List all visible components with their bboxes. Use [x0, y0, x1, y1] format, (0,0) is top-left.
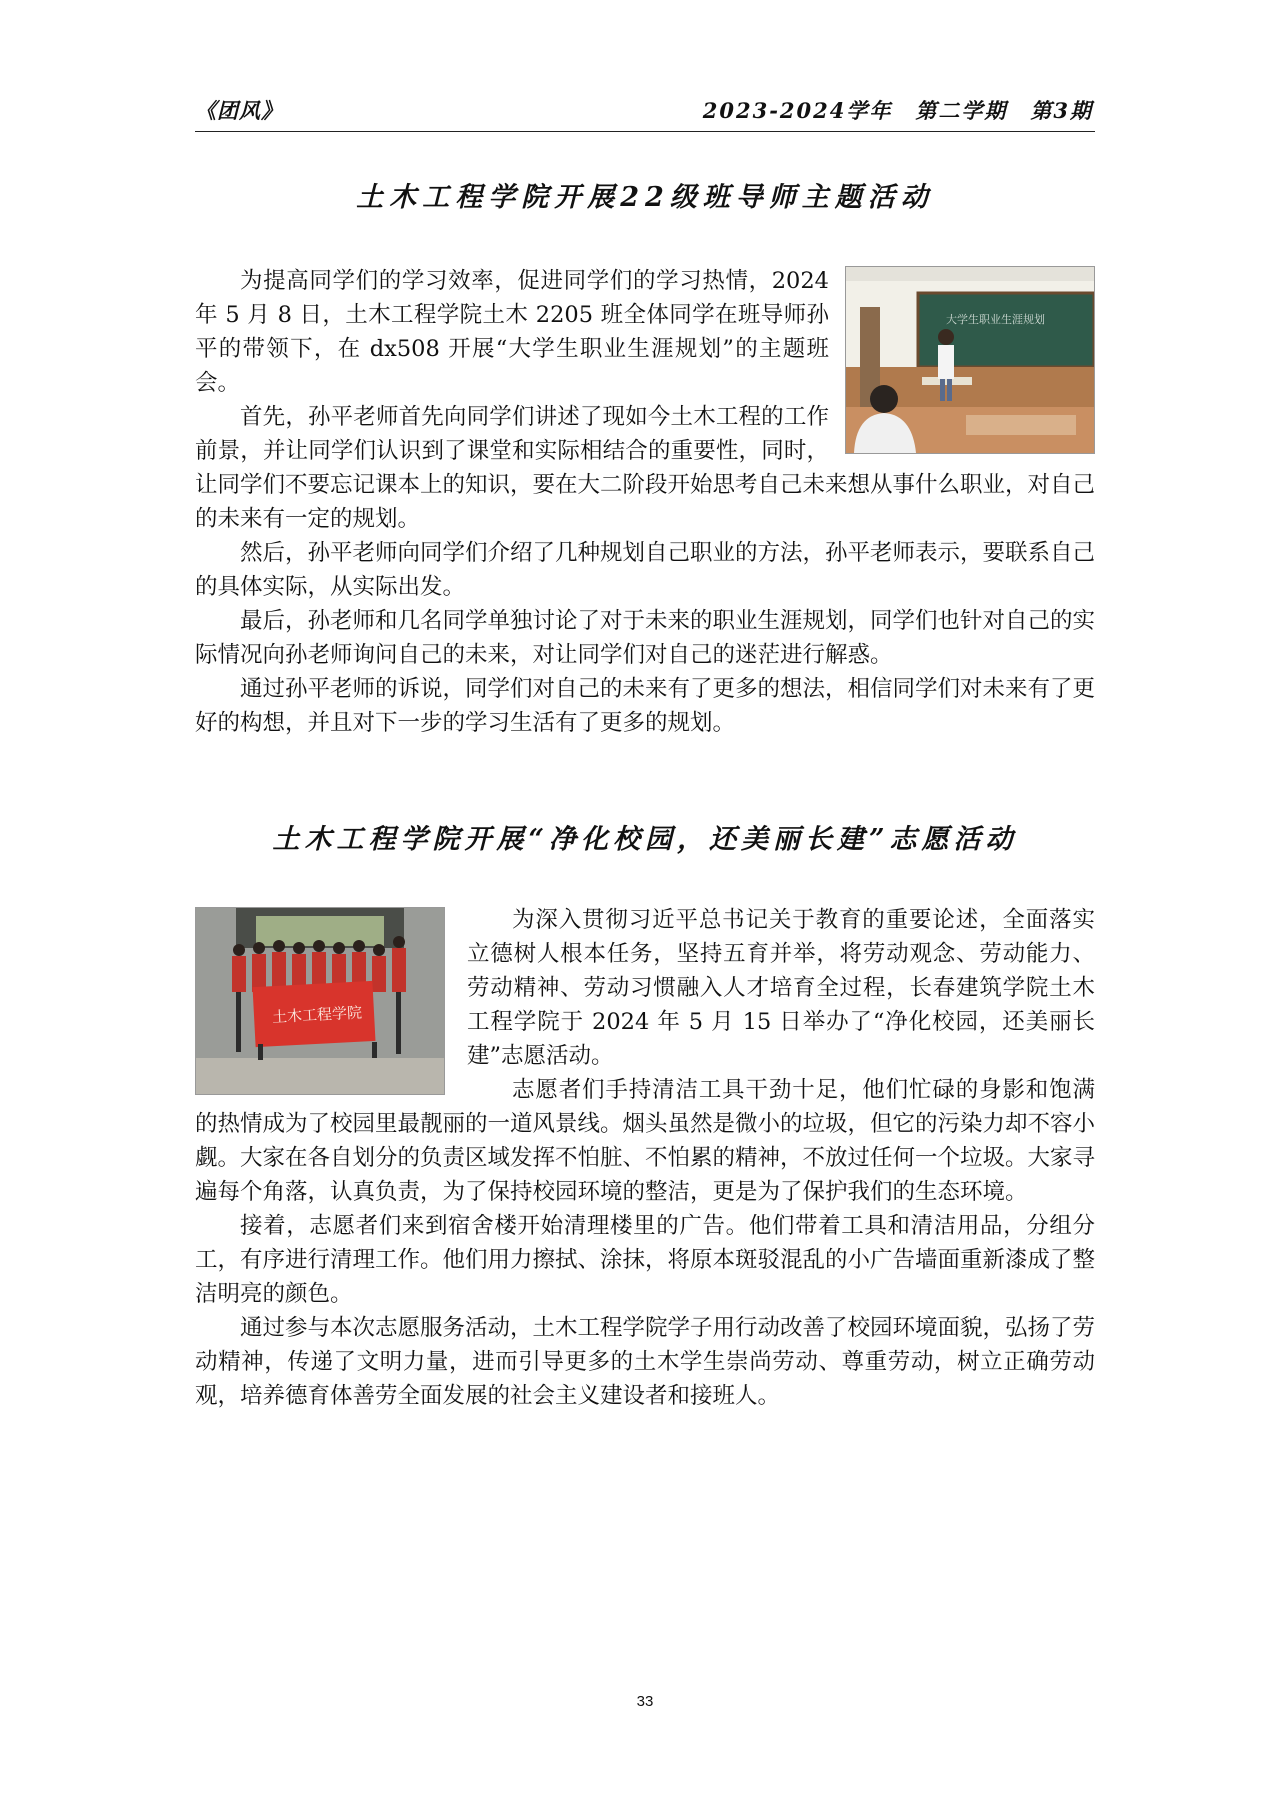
article2-paragraph-3: 接着，志愿者们来到宿舍楼开始清理楼里的广告。他们带着工具和清洁用品，分组分工，有序进行清理工作。他们用力擦拭、涂抹，将原本斑驳混乱的小广告墙面重新漆成了整洁明亮的颜色。: [195, 1213, 1096, 1307]
article2-body: [195, 903, 1095, 1413]
article1-paragraph-2: 首先，孙平老师首先向同学们讲述了现如今土木工程的工作前景，并让同学们认识到了课堂和实际相结合的重要性，同时，让同学们不要忘记课本上的知识，要在大二阶段开始思考自己未来想从事什么职业，对自己的未来有一定的规划。: [195, 404, 1096, 532]
chalkboard-text: 大学生职业生涯规划: [946, 313, 1045, 326]
volunteer-group-photo: [195, 907, 445, 1095]
page-number: 33: [636, 1693, 654, 1710]
classroom-photo: [845, 266, 1095, 454]
article2-paragraph-2: 志愿者们手持清洁工具干劲十足，他们忙碌的身影和饱满的热情成为了校园里最靓丽的一道风景线。烟头虽然是微小的垃圾，但它的污染力却不容小觑。大家在各自划分的负责区域发挥不怕脏、不怕累的精神，不放过任何一个垃圾。大家寻遍每个角落，认真负责，为了保持校园环境的整洁，更是为了保护我们的生态环境。: [195, 1077, 1096, 1205]
article1-title: 土木工程学院开展22级班导师主题活动: [356, 182, 934, 213]
banner-text: 土木工程学院: [271, 1003, 363, 1027]
article1-paragraph-4: 最后，孙老师和几名同学单独讨论了对于未来的职业生涯规划，同学们也针对自己的实际情况向孙老师询问自己的未来，对让同学们对自己的迷茫进行解惑。: [195, 608, 1096, 668]
article2-paragraph-1: 为深入贯彻习近平总书记关于教育的重要论述，全面落实立德树人根本任务，坚持五育并举，将劳动观念、劳动能力、劳动精神、劳动习惯融入人才培育全过程，长春建筑学院土木工程学院于 2024 年 5 月 15 日举办了“净化校园，还美丽长建”志愿活动。: [467, 907, 1095, 1069]
article2-title: 土木工程学院开展“净化校园，还美丽长建”志愿活动: [272, 824, 1018, 855]
document-page: [195, 0, 1095, 1810]
article1-body: [195, 264, 1095, 740]
issue-info: 2023-2024学年 第二学期 第3期: [702, 98, 1093, 123]
article2-paragraph-4: 通过参与本次志愿服务活动，土木工程学院学子用行动改善了校园环境面貌，弘扬了劳动精神，传递了文明力量，进而引导更多的土木学生崇尚劳动、尊重劳动，树立正确劳动观，培养德育体善劳全面发展的社会主义建设者和接班人。: [195, 1315, 1096, 1409]
journal-name: 《团风》: [195, 98, 283, 123]
article1-paragraph-5: 通过孙平老师的诉说，同学们对自己的未来有了更多的想法，相信同学们对未来有了更好的构想，并且对下一步的学习生活有了更多的规划。: [195, 676, 1096, 736]
page-header: [195, 95, 1095, 132]
article1-paragraph-1: 为提高同学们的学习效率，促进同学们的学习热情，2024 年 5 月 8 日，土木工程学院土木 2205 班全体同学在班导师孙平的带领下，在 dx508 开展“大学生职业生涯规划”的主题班会。: [195, 268, 829, 396]
article1-paragraph-3: 然后，孙平老师向同学们介绍了几种规划自己职业的方法，孙平老师表示，要联系自己的具体实际，从实际出发。: [195, 540, 1096, 600]
